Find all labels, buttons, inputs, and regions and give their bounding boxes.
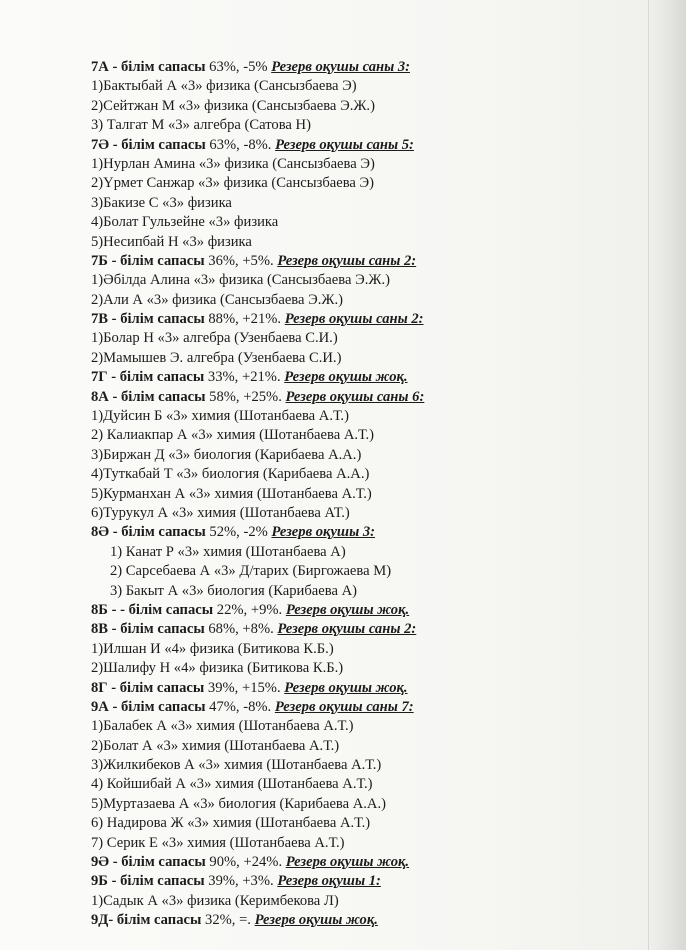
reserve-count: Резерв оқушы жоқ. xyxy=(284,679,408,696)
reserve-student-item: 6)Турукул А «3» химия (Шотанбаева АТ.) xyxy=(91,504,350,521)
reserve-student-item: 3)Жилкибеков А «3» химия (Шотанбаева А.Т.) xyxy=(91,757,382,774)
class-quality-label: 7А - білім сапасы xyxy=(91,59,206,75)
reserve-student-item: 7) Серик Е «3» химия (Шотанбаева А.Т.) xyxy=(91,834,345,851)
reserve-student-item: 2) Калиакпар А «3» химия (Шотанбаева А.Т.) xyxy=(91,427,374,444)
class-heading xyxy=(91,252,651,271)
class-heading xyxy=(91,872,651,891)
reserve-student-item: 1)Бактыбай А «3» физика (Сансызбаева Э) xyxy=(91,78,357,95)
class-quality-label: 8Г - білім сапасы xyxy=(91,679,205,696)
reserve-count: Резерв оқушы 1: xyxy=(277,873,381,890)
class-heading xyxy=(91,388,651,407)
class-quality-label: 8А - білім сапасы xyxy=(91,388,206,405)
class-quality-label: 7В - білім сапасы xyxy=(91,311,205,328)
reserve-student-item: 2) Сарсебаева А «3» Д/тарих (Биргожаева М) xyxy=(110,563,392,580)
class-quality-label: 7Ә - білім сапасы xyxy=(91,136,206,153)
quality-stats: 36%, +5%. xyxy=(204,252,278,269)
reserve-student-item: 2)Үрмет Санжар «3» физика (Сансызбаева Э) xyxy=(91,175,375,192)
quality-stats: 22%, +9%. xyxy=(213,601,286,618)
reserve-student-item: 3) Бакыт А «3» биология (Карибаева А) xyxy=(110,582,357,599)
reserve-count: Резерв оқушы жоқ. xyxy=(285,854,410,871)
reserve-student-item: 5)Курманхан А «3» химия (Шотанбаева А.Т.) xyxy=(91,485,372,502)
class-quality-label: 7Г - білім сапасы xyxy=(91,369,205,386)
class-quality-label: 8Б - - білім сапасы xyxy=(91,601,214,618)
class-heading xyxy=(91,620,651,639)
quality-stats: 58%, +25%. xyxy=(205,388,286,405)
reserve-student-item: 2)Болат А «3» химия (Шотанбаева А.Т.) xyxy=(91,737,340,754)
reserve-student-item: 4)Туткабай Т «3» биология (Карибаева А.А.) xyxy=(91,466,370,483)
reserve-count: Резерв оқушы жоқ. xyxy=(254,912,378,929)
class-heading xyxy=(91,310,651,329)
quality-stats: 39%, +15%. xyxy=(204,679,285,696)
quality-stats: 63%, -5% xyxy=(205,59,272,75)
reserve-student-item: 2)Мамышев Э. алгебра (Узенбаева С.И.) xyxy=(91,349,342,366)
reserve-student-item: 4)Болат Гульзейне «3» физика xyxy=(91,214,279,231)
reserve-student-item: 3)Бакизе С «3» физика xyxy=(91,194,232,211)
class-quality-label: 8В - білім сапасы xyxy=(91,621,205,638)
class-heading xyxy=(91,523,651,542)
reserve-student-item: 2)Сейтжан М «3» физика (Сансызбаева Э.Ж.) xyxy=(91,97,375,114)
reserve-count: Резерв оқушы саны 3: xyxy=(271,59,411,75)
class-heading xyxy=(91,853,651,872)
quality-stats: 90%, +24%. xyxy=(205,854,286,871)
reserve-student-item: 1)Болар Н «3» алгебра (Узенбаева С.И.) xyxy=(91,330,338,347)
reserve-count: Резерв оқушы саны 5: xyxy=(275,136,414,153)
quality-stats: 68%, +8%. xyxy=(204,621,278,638)
quality-stats: 88%, +21%. xyxy=(204,311,285,328)
reserve-student-item: 6) Надирова Ж «3» химия (Шотанбаева А.Т.) xyxy=(91,815,371,832)
reserve-student-item: 1)Садык А «3» физика (Керимбекова Л) xyxy=(91,892,339,909)
reserve-count: Резерв оқушы саны 2: xyxy=(284,311,424,328)
class-quality-label: 9Ә - білім сапасы xyxy=(91,854,206,871)
quality-stats: 52%, -2% xyxy=(205,524,272,541)
reserve-student-item: 1)Балабек А «3» химия (Шотанбаева А.Т.) xyxy=(91,718,354,735)
quality-stats: 47%, -8%. xyxy=(205,698,275,715)
reserve-count: Резерв оқушы 3: xyxy=(271,524,376,541)
reserve-student-item: 1)Илшан И «4» физика (Битикова К.Б.) xyxy=(91,640,334,657)
class-heading xyxy=(91,136,651,155)
class-quality-label: 7Б - білім сапасы xyxy=(91,252,205,269)
page-edge-shadow xyxy=(648,0,686,950)
reserve-student-item: 5)Несипбай Н «3» физика xyxy=(91,233,252,250)
class-quality-label: 9Д- білім сапасы xyxy=(91,912,202,929)
class-heading xyxy=(91,58,651,77)
reserve-count: Резерв оқушы жоқ. xyxy=(285,601,410,618)
reserve-count: Резерв оқушы саны 2: xyxy=(277,621,417,638)
class-heading xyxy=(91,368,651,387)
reserve-student-item: 4) Койшибай А «3» химия (Шотанбаева А.Т.) xyxy=(91,776,373,793)
quality-stats: 32%, =. xyxy=(201,912,255,929)
reserve-student-item: 2)Али А «3» физика (Сансызбаева Э.Ж.) xyxy=(91,291,343,308)
class-quality-label: 9А - білім сапасы xyxy=(91,698,206,715)
class-heading xyxy=(91,911,651,930)
report-body xyxy=(91,58,651,931)
class-quality-label: 8Ә - білім сапасы xyxy=(91,524,206,541)
reserve-student-item: 2)Шалифу Н «4» физика (Битикова К.Б.) xyxy=(91,660,344,677)
reserve-count: Резерв оқушы жоқ. xyxy=(284,369,408,386)
reserve-count: Резерв оқушы саны 7: xyxy=(274,698,414,715)
reserve-student-item: 3) Талгат М «3» алгебра (Сатова Н) xyxy=(91,117,311,134)
quality-stats: 39%, +3%. xyxy=(204,873,278,890)
reserve-count: Резерв оқушы саны 6: xyxy=(285,388,425,405)
reserve-student-item: 5)Муртазаева А «3» биология (Карибаева А.А.) xyxy=(91,795,386,812)
quality-stats: 33%, +21%. xyxy=(204,369,285,386)
reserve-student-item: 1)Дуйсин Б «3» химия (Шотанбаева А.Т.) xyxy=(91,408,349,425)
class-heading xyxy=(91,601,651,620)
class-heading xyxy=(91,679,651,698)
quality-stats: 63%, -8%. xyxy=(205,136,276,153)
reserve-student-item: 1) Канат Р «3» химия (Шотанбаева А) xyxy=(110,543,346,560)
class-heading xyxy=(91,698,651,717)
reserve-student-item: 1)Әбілда Алина «3» физика (Сансызбаева Э.Ж.) xyxy=(91,272,390,289)
reserve-student-item: 1)Нурлан Амина «3» физика (Сансызбаева Э) xyxy=(91,155,375,172)
reserve-student-item: 3)Биржан Д «3» биология (Карибаева А.А.) xyxy=(91,446,362,463)
reserve-count: Резерв оқушы саны 2: xyxy=(277,252,417,269)
class-quality-label: 9Б - білім сапасы xyxy=(91,873,205,890)
